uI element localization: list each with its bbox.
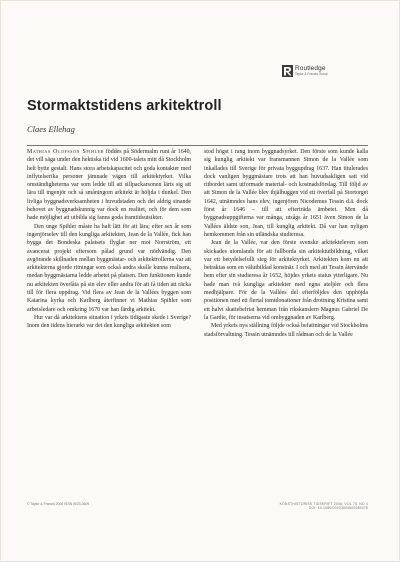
article-title: Stormaktstidens arkitektroll	[27, 98, 222, 114]
publisher-tagline: Taylor & Francis Group	[295, 72, 328, 76]
routledge-logo-icon	[282, 65, 293, 77]
publisher-name: Routledge	[295, 65, 326, 72]
article-author: Claes Ellehag	[27, 124, 75, 134]
copyright-line: © Taylor & Francis 2006 ISSN 0023-3609	[27, 502, 90, 506]
paragraph: Hur var då arkitektens situation i yrkets tidigaste skede i Sverige? Inom den tidens hierarki var det den kungliga arkitekten som	[27, 314, 191, 330]
journal-citation: KONSTHISTORISK TIDSKRIFT 2006, VOL 75, NO 4	[279, 502, 368, 506]
title-divider	[27, 145, 368, 146]
text-column-left	[27, 148, 191, 486]
paragraph: Med yrkets nya ställning följde också befattningar vid Stockholms stadsförvaltning. Tessin utnämndes till rådman och de la Vallée	[204, 323, 368, 338]
text-column-right	[204, 148, 368, 498]
paragraph	[27, 148, 191, 223]
paragraph: Jean de la Vallée, var den förste svenske arkitekteleven som skickades utomlands för att fullborda sin arkitektutbildning, vilket var ett betydelsefullt steg för arkitektyrket. Arkitekten kom nu att betraktas som en välutbildad konstnär. I och med att Tessin återvände hem efter sin studieresa år 1652, höjdes yrkets status ytterligare. Nu hade man två kungliga arkitekter med egna ateljéer och flera medhjälpare. För de la Vallées del efterföljdes den upphöjda positionen med ett flertal tomtdonationer från drottning Kristina samt ett halvt skattebefriat hemman från rikskanslern Magnus Gabriel De la Gardie, för insatserna vid ombyggnaden av Karlberg.	[204, 240, 368, 321]
paragraph-text: föddes på Södermalm runt år 1640, det vill säga under den hektiska tid vid 1600-talets mitt då Stockholm helt bytte gestalt. Hans stora arbetskapacitet och goda kontakter med inflytelserika personer jämnade vägen till arkitektyrket. Vilka omständigheterna var som ledde till att sillpackarsonen lärts sig att lära till ingenjör och så småningom arkitekt är höljda i dunkel. Den livliga byggnadsverksamheten i huvudstaden och det aldrig sinande behovet av byggnadskunnig var dock en realitet, och för dem som hade möjlighet att utbilda sig fanns goda framtidsutsikter.	[27, 149, 191, 222]
publisher-logo	[282, 65, 352, 81]
lead-name: Mathias Olofsson Spihler	[27, 149, 104, 155]
paragraph: Den unge Spihler måste ha haft lätt för att lära; efter sex år som ingenjörselev till den kungliga arkitekten, Jean de la Vallée, fick han bygga det Bondeska palatsets flyglar ner mot Norrström, ett avancerat projekt eftersom pålad grund var nödvändig. Den avgörande skillnaden mellan byggmästar- och arkitektrollerna var att arkitekterna gjorde ritningar som också andra skulle kunna realisera, medan byggmästarna ledde arbetet på platsen. Den funktionen kunde nu arkitekten överlåta på sin elev eller andra för att få tiden att räcka till för flera uppdrag. Vid flera av Jean de la Vallées byggen som Katarina kyrka och Karlberg återfinner vi Mathias Spihler som arbetsledare och omkring 1670 var han färdig arkitekt.	[27, 223, 191, 313]
doi-line: DOI: 10.1080/00233600600589478	[308, 506, 368, 510]
journal-footer	[256, 502, 368, 510]
paragraph: stod högst i rang inom byggnadsyrket. Den förste som kunde kalla sig kunglig arkitekt var fransmannen Simon de la Vallée som inkallades till Sverige för privata byggupdrag 1637. Han titulerades dock vanligen byggmästare trots att han huvudsakligen satt vid ritbordet samt utformade material- och kostnadsförslag. Till följd av att Simon de la Vallée blev ihjälhuggen vid ett överfall på Stortorget 1642, utnämndes hans elev, ingenjören Nicodemus Tessin d.ä. dock först år 1646 – till att efterträda ämbetet. Men då byggnadsuppgifterna var många, utsågs år 1651 även Simon de la Vallées äldste son, Jean, till kunglig arkitekt. Då var han nyligen hemkommen från sin utländska studieresa.	[204, 149, 368, 238]
